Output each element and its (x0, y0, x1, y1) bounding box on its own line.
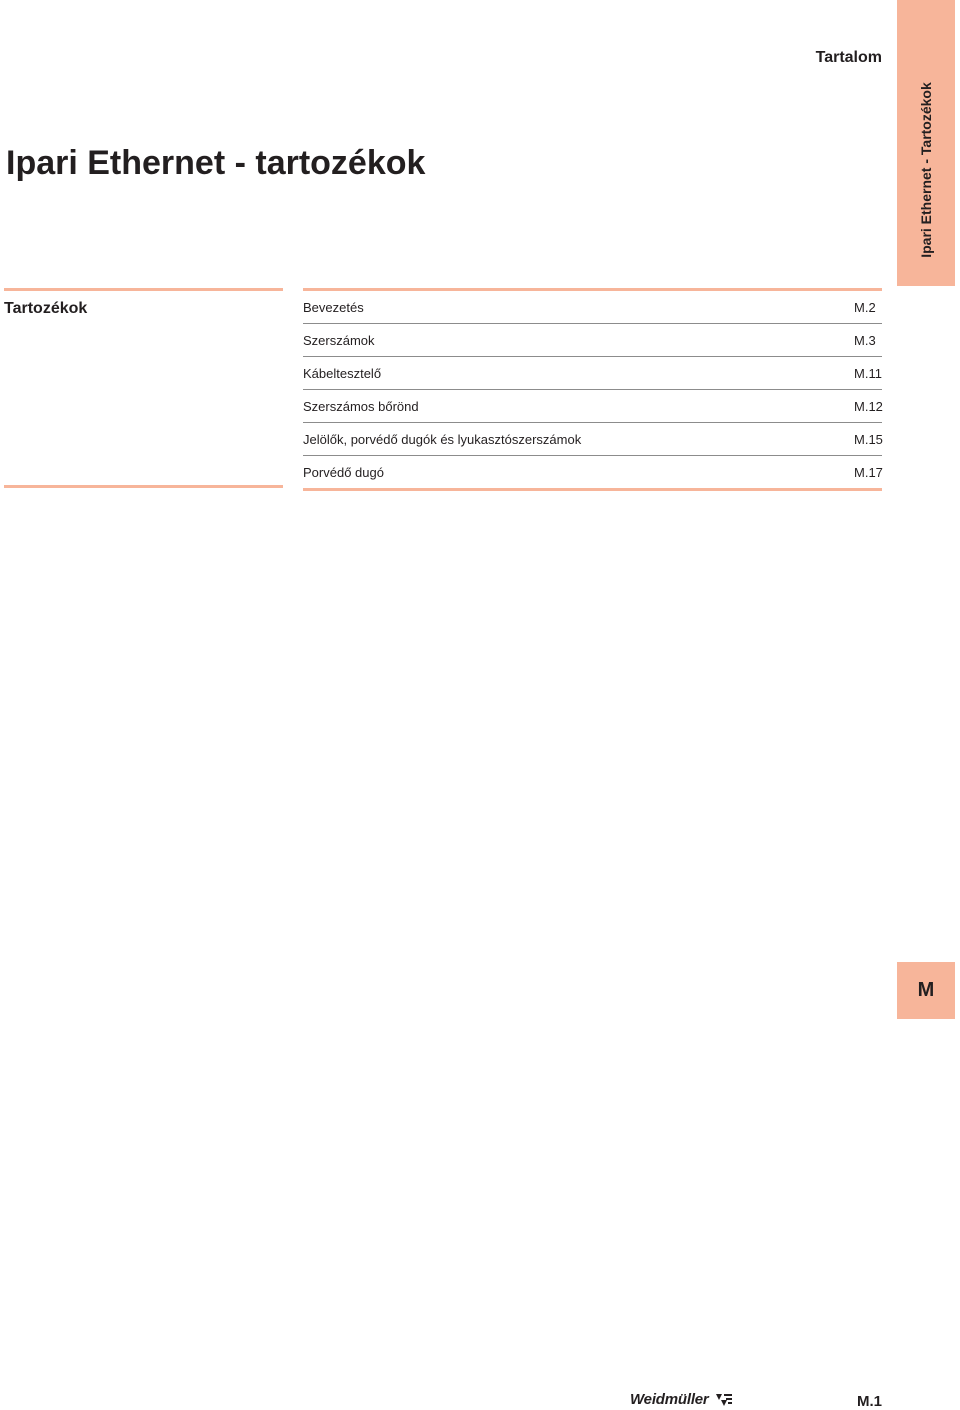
toc-entry-page: M.12 (854, 399, 883, 414)
toc-row-cable-tester[interactable] (303, 357, 882, 390)
toc-entry-title: Szerszámos bőrönd (303, 399, 419, 414)
toc-entry-page: M.11 (854, 366, 882, 381)
toc-row-introduction[interactable] (303, 291, 882, 324)
toc-entry-title: Kábeltesztelő (303, 366, 382, 381)
section-bottom-rule (4, 485, 283, 488)
logo-wordmark: Weidmüller (630, 1391, 709, 1408)
toc-entry-title: Jelölők, porvédő dugók és lyukasztószerszámok (303, 432, 582, 447)
toc-entry-page: M.3 (854, 333, 876, 348)
toc-entry-title: Porvédő dugó (303, 465, 384, 480)
section-label: Tartozékok (4, 300, 88, 317)
header-label: Tartalom (815, 49, 882, 66)
page-number: M.1 (856, 1393, 882, 1410)
toc-entry-page: M.17 (854, 465, 883, 480)
toc-entry-title: Szerszámok (303, 333, 375, 348)
section-label-block (4, 288, 283, 491)
chapter-side-tab (897, 0, 955, 286)
chapter-side-tab-text: Ipari Ethernet - Tartozékok (918, 82, 934, 258)
toc-row-tools[interactable] (303, 324, 882, 357)
toc-entry-page: M.2 (854, 300, 876, 315)
weidmuller-logo (630, 1391, 733, 1408)
toc-entry-title: Bevezetés (303, 300, 364, 315)
toc-row-dust-cap[interactable] (303, 456, 882, 488)
chapter-letter-tab: M (897, 962, 955, 1019)
weidmuller-logo-icon (715, 1392, 733, 1408)
toc-row-markers[interactable] (303, 423, 882, 456)
toc-row-tool-case[interactable] (303, 390, 882, 423)
page-title: Ipari Ethernet - tartozékok (6, 144, 426, 182)
table-of-contents (303, 288, 882, 491)
toc-entry-page: M.15 (854, 432, 883, 447)
